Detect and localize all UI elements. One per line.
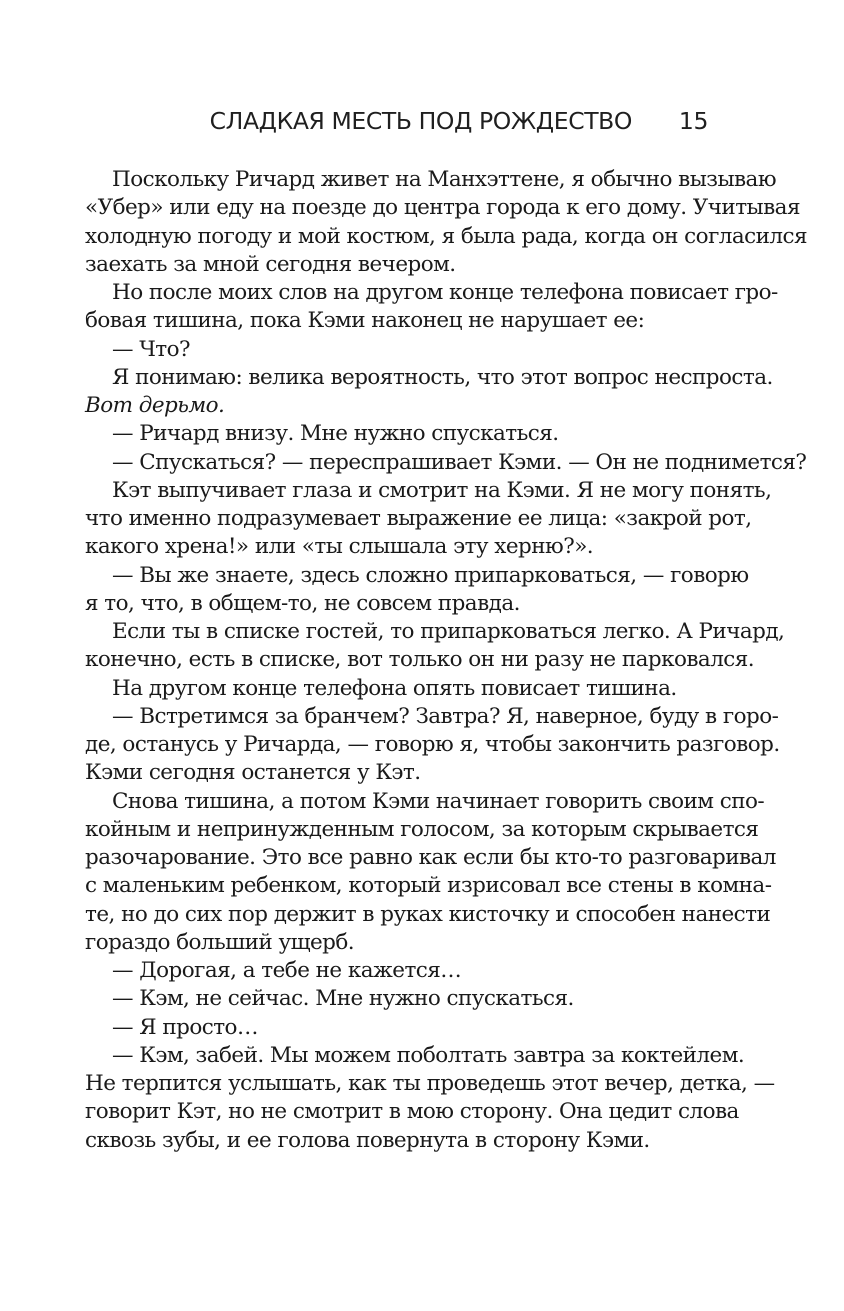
- dialogue-line: сквозь зубы, и ее голова повернута в сторону Кэми.: [85, 1127, 650, 1153]
- text-line: заехать за мной сегодня вечером.: [85, 251, 456, 277]
- page-number: 15: [678, 107, 708, 135]
- dialogue-line: де, останусь у Ричарда, — говорю я, чтобы закончить разговор.: [85, 732, 780, 757]
- text-line: какого хрена!» или «ты слышала эту херню?».: [85, 534, 594, 560]
- dialogue-line: — Что?: [112, 336, 191, 362]
- dialogue-line: — Я просто…: [112, 1014, 258, 1040]
- text-line: Если ты в списке гостей, то припарковаться легко. А Ричард,: [112, 619, 785, 644]
- body-text: [85, 166, 808, 1155]
- text-line: бовая тишина, пока Кэми наконец не нарушает ее:: [85, 308, 645, 334]
- text-line: Но после моих слов на другом конце телефона повисает гро-: [112, 280, 778, 305]
- dialogue-line: — Спускаться? — переспрашивает Кэми. — Он не поднимется?: [112, 449, 807, 475]
- dialogue-line: Кэми сегодня останется у Кэт.: [85, 760, 421, 786]
- text-line: холодную погоду и мой костюм, я была рада, когда он согласился: [85, 223, 808, 249]
- dialogue-line: — Ричард внизу. Мне нужно спускаться.: [112, 421, 559, 447]
- dialogue-line: — Кэм, забей. Мы можем поболтать завтра за коктейлем.: [112, 1042, 745, 1068]
- dialogue-line: — Встретимся за бранчем? Завтра? Я, наверное, буду в горо-: [112, 703, 779, 729]
- text-line: «Убер» или еду на поезде до центра города к его дому. Учитывая: [85, 195, 800, 221]
- dialogue-line: говорит Кэт, но не смотрит в мою сторону. Она цедит слова: [85, 1099, 739, 1125]
- text-line: гораздо больший ущерб.: [85, 929, 355, 955]
- running-header: [0, 107, 708, 139]
- text-line: Кэт выпучивает глаза и смотрит на Кэми. Я не могу понять,: [112, 477, 772, 503]
- italic-thought-line: Вот дерьмо.: [85, 393, 225, 418]
- text-line: Я понимаю: велика вероятность, что этот вопрос неспроста.: [112, 364, 773, 390]
- dialogue-line: я то, что, в общем-то, не совсем правда.: [85, 590, 520, 616]
- dialogue-line: Не терпится услышать, как ты проведешь этот вечер, детка, —: [85, 1071, 775, 1096]
- dialogue-line: — Вы же знаете, здесь сложно припарковаться, — говорю: [112, 562, 749, 588]
- text-line: Снова тишина, а потом Кэми начинает говорить своим спо-: [112, 788, 765, 814]
- dialogue-line: — Кэм, не сейчас. Мне нужно спускаться.: [112, 986, 574, 1012]
- text-line: конечно, есть в списке, вот только он ни разу не парковался.: [85, 647, 755, 673]
- text-line: разочарование. Это все равно как если бы кто-то разговаривал: [85, 845, 776, 870]
- text-line: с маленьким ребенком, который изрисовал все стены в комна-: [85, 873, 772, 899]
- dialogue-line: — Дорогая, а тебе не кажется…: [112, 958, 462, 983]
- text-line: койным и непринужденным голосом, за которым скрывается: [85, 816, 759, 842]
- text-line: На другом конце телефона опять повисает тишина.: [112, 675, 677, 701]
- text-line: Поскольку Ричард живет на Манхэттене, я обычно вызываю: [112, 167, 776, 192]
- book-title: СЛАДКАЯ МЕСТЬ ПОД РОЖДЕСТВО: [209, 107, 632, 135]
- text-line: что именно подразумевает выражение ее лица: «закрой рот,: [85, 506, 752, 531]
- text-line: те, но до сих пор держит в руках кисточку и способен нанести: [85, 901, 771, 927]
